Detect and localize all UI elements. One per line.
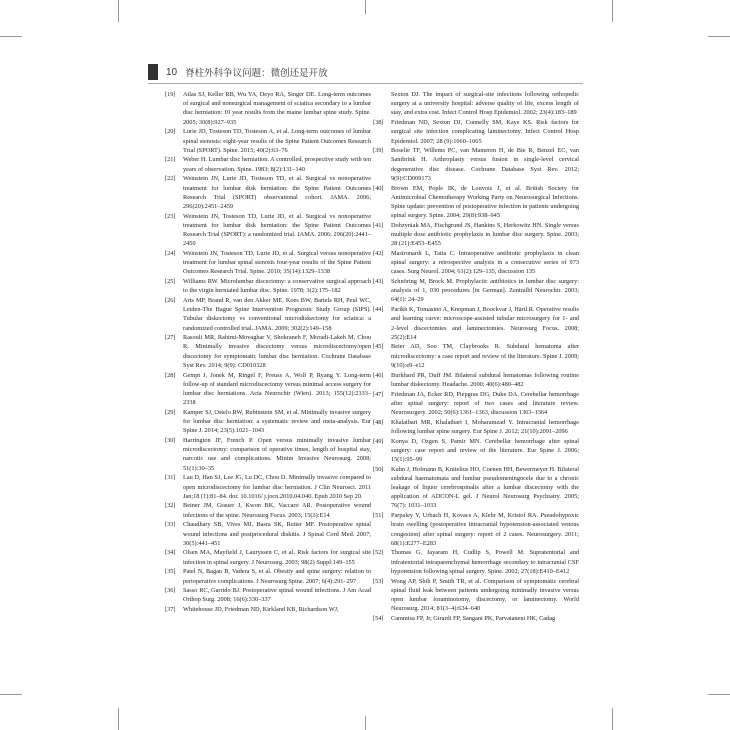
reference-number: [35]	[165, 568, 176, 576]
reference-item	[373, 146, 579, 183]
reference-text: Weinstein JN, Tosteson TD, Lurie JD, et al. Surgical vs nonoperative treatment for lumbar disk herniation: the Spine Patient Outcomes Research Trial (SPORT): a randomized trial. JAMA. 2006; 296(20):2441–2450	[183, 212, 371, 248]
reference-text: Konya D, Ozgen S, Pamir MN. Cerebellar hemorrhage after spinal surgery: case report and review of the literature. Eur Spine J. 2006; 15(1):95–99	[391, 437, 579, 463]
reference-text: Parpaley Y, Urbach H, Kovacs A, Klehr M, Kristof RA. Pseudohypoxic brain swelling (postoperative intracranial hypotension-associated venous congestion) after spinal surgery: report of 2 cases. Neurosurgery. 2011; 68(1):E277–E283	[391, 512, 579, 547]
reference-item	[373, 577, 579, 614]
reference-text: Olsen MA, Mayfield J, Lauryssen C, et al. Risk factors for surgical site infection in spinal surgery. J Neurosurg. 2003; 98(2) Suppl:149–155	[183, 549, 371, 566]
crop-mark	[708, 36, 730, 37]
reference-text: Chaudhary SB, Vives MJ, Basra SK, Reiter MF. Postoperative spinal wound infections and postprocedural diskitis. J Spinal Cord Med. 2007; 30(5):441–451	[183, 521, 371, 547]
reference-text: Cammisa FP, Jr, Girardi FP, Sangani PK, Parvataneni HK, Cadag	[391, 614, 556, 622]
references-column-right	[373, 90, 579, 624]
reference-text: Friedman ND, Sexton DJ, Connelly SM, Kaye KS. Risk factors for surgical site infection complicating laminectomy. Infect Control Hosp Epidemiol. 2007; 28 (9):1060–1065	[391, 119, 579, 145]
reference-item	[165, 296, 371, 333]
reference-item	[165, 90, 371, 127]
reference-number: [29]	[165, 408, 176, 416]
reference-text: Schnöring M, Brock M. Prophylactic antibiotics in lumbar disc surgery: analysis of 1, 030 procedures [in German]. Zentralbl Neurochir. 2003; 64(1): 24–29	[391, 278, 579, 304]
reference-number: [40]	[373, 184, 384, 192]
reference-text: Weber H. Lumbar disc herniation. A controlled, prospective study with ten years of observation. Spine. 1983; 8(2):131–140	[183, 156, 371, 173]
reference-item	[373, 118, 579, 146]
reference-text: Thomas G, Jayaram H, Cudlip S, Powell M. Supratentorial and infratentorial intraparenchymal hemorrhage secondary to intracranial CSF hypotension following spinal surgery. Spine. 2002; 27(18):E410–E412	[391, 549, 579, 575]
reference-text: Weinstein JN, Tosteson TD, Lurie JD, et al. Surgical versus nonoperative treatment for lumbar spinal stenosis four-year results of the Spine Patient Outcomes Research Trial. Spine. 2010; 35(14):1329–1338	[183, 249, 371, 276]
reference-item	[373, 249, 579, 277]
reference-item	[373, 437, 579, 465]
reference-text: Wong AP, Shih P, Smith TR, et al. Comparison of symptomatic cerebral spinal fluid leak between patients undergoing minimally invasive versus open lumbar foraminotomy, discectomy, or laminectomy. World Neurosurg. 2014; 81(3–4):634–640	[391, 577, 579, 613]
reference-text: Harrington JF, French P. Open versus minimally invasive lumbar microdiscectomy: comparison of operative times, length of hospital stay, narcotic use and complications. Minim Invasive Neurosurg. 2008; 51(1):30–35	[183, 437, 371, 472]
crop-mark	[612, 708, 613, 730]
reference-text: Rasouli MR, Rahimi-Movaghar V, Shokraneh F, Moradi-Lakeh M, Chou R. Minimally invasive discectomy versus microdiscectomy/open discectomy for symptomatic lumbar disc herniation. Cochrane Database Syst Rev. 2014; 9(9): CD010328	[183, 334, 371, 369]
reference-text: Whitehouse JD, Friedman ND, Kirkland KB, Richardson WJ,	[183, 606, 339, 614]
crop-mark	[118, 0, 119, 22]
reference-text: Weinstein JN, Lurie JD, Tosteson TD, et al. Surgical vs nonoperative treatment for lumbar disk herniation: the Spine Patient Outcomes Research Trial (SPORT) observational cohort. JAMA. 2006; 296(20):2451–2459	[183, 175, 371, 210]
reference-item	[373, 305, 579, 342]
reference-item	[373, 371, 579, 389]
reference-item	[165, 127, 371, 155]
reference-text: Gempt J, Jonek M, Ringel F, Preuss A, Wolf P, Ryang Y. Long-term follow-up of standard microdiscectomy versus minimal access surgery for lumbar disc herniations. Acta Neurochir (Wien). 2013; 155(12):2333–2338	[183, 371, 371, 407]
reference-number: [28]	[165, 371, 176, 379]
reference-item	[165, 333, 371, 370]
reference-text: Friedman JA, Ecker RD, Piepgras DG, Duke DA. Cerebellar hemorrhage after spinal surgery: report of two cases and literature review. Neurosurgery. 2002; 50(6):1361–1363, discussion 1363–1364	[391, 390, 579, 416]
reference-text: Lurie JD, Tosteson TD, Tosteson A, et al. Long-term outcomes of lumbar spinal stenosis: eight-year results of the Spine Patient Outcomes Research Trial (SPORT). Spine. 2015; 40(2):63–76	[183, 128, 371, 154]
reference-item	[165, 520, 371, 548]
reference-item	[373, 90, 579, 118]
reference-number: [34]	[165, 549, 176, 557]
reference-item	[373, 221, 579, 249]
reference-number: [20]	[165, 128, 176, 136]
crop-mark	[118, 708, 119, 730]
reference-text: Lau D, Han SJ, Lee JG, Lu DC, Chou D. Minimally invasive compared to open microdiscectomy for lumbar disc herniation. J Clin Neurosci. 2011 Jan;18 (1):81–84. doi: 10.1016/ j.jocn.2010.04.040. Epub 2010 Sep 20.	[183, 474, 371, 500]
reference-item	[373, 511, 579, 548]
reference-item	[165, 548, 371, 566]
crop-mark	[0, 694, 22, 695]
reference-text: Khalatbari MR, Khalatbari I, Moharamzad Y. Intracranial hemorrhage following lumbar spine surgery. Eur Spine J. 2012; 21(10):2091–2096	[391, 418, 579, 435]
reference-text: Beier AD, Soo TM, Claybrooks R. Subdural hematoma after microdiscectomy: a case report and review of the literature. Spine J. 2009; 9(10):e9–e12	[391, 343, 579, 369]
reference-number: [37]	[165, 606, 176, 614]
reference-item	[165, 249, 371, 277]
reference-item	[373, 277, 579, 305]
reference-text: Arts MP, Brand R, van den Akker ME, Koes BW, Bartels RH, Peul WC, Leiden-The Hague Spine Intervention Prognostic Study Group (SIPS). Tubular diskectomy vs conventional microdiskectomy for sciatica: a randomized controlled trial. JAMA. 2009; 302(2):149–158	[183, 296, 371, 332]
reference-item	[165, 436, 371, 473]
reference-text: Sasso RC, Garrido BJ. Postoperative spinal wound infections. J Am Acad Orthop Surg. 2008; 16(6):330–337	[183, 587, 371, 604]
reference-number: [32]	[165, 502, 176, 510]
reference-item	[373, 614, 579, 623]
page-header	[148, 61, 583, 84]
reference-text: Mastronardi L, Tatta C. Intraoperative antibiotic prophylaxis in clean spinal surgery: a retrospective analysis in a consecutive series of 973 cases. Surg Neurol. 2004; 61(2):129–135, discussion 135	[391, 249, 579, 276]
reference-text: Brown EM, Pople IK, de Louvois J, et al. British Society for Antimicrobial Chemotherapy Working Party on Neurosurgical Infections. Spine update: prevention of postoperative infection in patients undergoing spinal surgery. Spine. 2004; 29(8):938–945	[391, 184, 579, 220]
reference-number	[373, 90, 391, 118]
reference-item	[165, 473, 371, 501]
reference-text: Beiner JM, Grauer J, Kwon BK, Vaccaro AR. Postoperative wound infections of the spine. Neurosurg Focus. 2003; 15(3):E14	[183, 502, 371, 519]
reference-number: [31]	[165, 474, 176, 482]
reference-item	[165, 586, 371, 604]
crop-mark	[0, 36, 22, 37]
reference-text: Kuhn J, Hofmann B, Knitelius HO, Coenen HH, Bewermeyer H. Bilateral subdural haematomata and lumbar pseudomeningocele due to a chronic leakage of liquor cerebrospinalis after a lumbar discectomy with the application of ADCON-L gel. J Neurol Neurosurg Psychiatry. 2005; 76(7): 1031–1033	[391, 465, 579, 510]
reference-item	[165, 212, 371, 249]
reference-item	[165, 408, 371, 436]
reference-text: Kamper SJ, Ostelo RW, Rubinstein SM, et al. Minimally invasive surgery for lumbar disc herniation: a systematic review and meta-analysis. Eur Spine J. 2014; 23(5):1021–1043	[183, 408, 371, 435]
reference-item	[165, 155, 371, 173]
reference-number: [48]	[373, 418, 384, 426]
reference-number: [47]	[373, 390, 384, 398]
reference-item	[373, 465, 579, 511]
reference-number: [43]	[373, 278, 384, 286]
reference-number: [45]	[373, 343, 384, 351]
crop-mark	[612, 0, 613, 22]
header-bar	[148, 64, 158, 80]
reference-number: [38]	[373, 119, 384, 127]
reference-number: [42]	[373, 249, 384, 257]
reference-item	[373, 342, 579, 370]
crop-mark	[708, 694, 730, 695]
reference-number: [46]	[373, 371, 384, 379]
reference-number: [36]	[165, 587, 176, 595]
reference-number: [21]	[165, 156, 176, 164]
reference-number: [49]	[373, 437, 384, 445]
reference-item	[165, 277, 371, 295]
running-title: 脊柱外科争议问题：微创还是开放	[185, 68, 328, 79]
reference-text: Dobzyniak MA, Fischgrund JS, Hankins S, Herkowitz HN. Single versus multiple dose antibiotic prophylaxis in lumbar disc surgery. Spine. 2003; 28 (21):E453–E455	[391, 221, 579, 248]
reference-number: [50]	[373, 465, 384, 473]
reference-number: [19]	[165, 91, 176, 98]
reference-item	[165, 501, 371, 519]
reference-item	[373, 548, 579, 576]
reference-number: [41]	[373, 221, 384, 229]
reference-number: [53]	[373, 577, 384, 585]
reference-number: [27]	[165, 334, 176, 342]
reference-number: [54]	[373, 614, 384, 622]
crop-mark	[365, 0, 366, 14]
reference-text: Boselie TF, Willems PC, van Mameren H, de Bie R, Benzel EC, van Santbrink H. Arthroplasty versus fusion in single-level cervical degenerative disc disease. Cochrane Database Syst Rev. 2012; 9(9):CD009173	[391, 147, 579, 182]
reference-number: [39]	[373, 147, 384, 155]
reference-text: Atlas SJ, Keller RB, Wu YA, Deyo RA, Singer DE. Long-term outcomes of surgical and nonsurgical management of sciatica secondary to a lumbar disc herniation: 10 year results from the maine lumbar spine study. Spine. 2005; 30(8):927–935	[183, 91, 371, 126]
reference-number: [22]	[165, 175, 176, 183]
references-column-left	[165, 90, 371, 615]
reference-text: Williams RW. Microlumbar discectomy: a conservative surgical approach to the virgin herniated lumbar disc. Spine. 1978; 3(2):175–182	[183, 278, 371, 295]
reference-item	[165, 605, 371, 614]
reference-item	[165, 174, 371, 211]
reference-item	[373, 418, 579, 436]
reference-text: Parikh K, Tomasino A, Knopman J, Boockvar J, Härtl R. Operative results and learning curve: microscope-assisted tubular microsurgery for 1- and 2-level discectomies and laminectomies. Neurosurg Focus. 2008; 25(2):E14	[391, 306, 579, 341]
reference-number: [52]	[373, 549, 384, 557]
reference-text: Sexton DJ. The impact of surgical-site infections following orthopedic surgery at a university hospital: adverse quality of life, excess length of stay, and extra cost. Infect Control Hosp Epidemiol. 2002; 23(4):183–189	[391, 91, 579, 117]
reference-number: [23]	[165, 212, 176, 220]
crop-mark	[365, 716, 366, 730]
reference-number: [24]	[165, 249, 176, 257]
reference-number: [30]	[165, 437, 176, 445]
reference-number: [33]	[165, 521, 176, 529]
page-number: 10	[166, 66, 178, 78]
reference-number: [51]	[373, 512, 384, 520]
reference-number: [26]	[165, 296, 176, 304]
reference-text: Patel N, Bagan B, Vadera S, et al. Obesity and spine surgery: relation to perioperative complications. J Neurosurg Spine. 2007; 6(4):291–297	[183, 568, 371, 585]
reference-item	[373, 390, 579, 418]
reference-number: [25]	[165, 278, 176, 286]
reference-number: [44]	[373, 306, 384, 314]
reference-item	[165, 371, 371, 408]
reference-item	[373, 184, 579, 221]
reference-text: Burkhard PR, Duff JM. Bilateral subdural hematomas following routine lumbar diskectomy. Headache. 2000; 40(6):480–482	[391, 371, 579, 388]
reference-item	[165, 567, 371, 585]
